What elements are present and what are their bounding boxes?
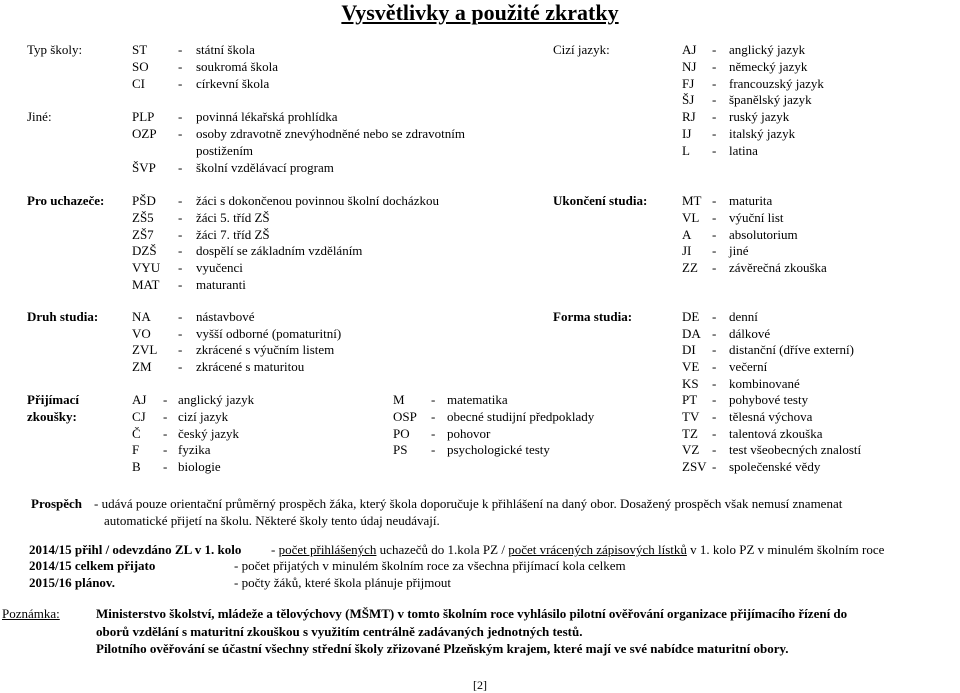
prospech-text: - udává pouze orientační průměrný prospěch žáka, který škola doporučuje k přihlášení na daný obor. Dosažený prospěch však nemusí znamenat [94,496,843,511]
stats-dash: - [271,542,279,557]
abbr: DE [682,309,700,324]
desc: církevní škola [196,76,270,91]
desc: psychologické testy [447,442,550,457]
desc: ruský jazyk [729,109,790,124]
dash: - [178,359,183,374]
stats-label: 2014/15 přihl / odevzdáno ZL v 1. kolo [29,542,242,557]
desc: absolutorium [729,227,798,242]
abbr: ST [132,42,148,57]
dash: - [712,92,717,107]
dash: - [712,409,717,424]
prospech-text: automatické přijetí na školu. Některé školy tento údaj neudávají. [104,513,440,528]
stats-label: 2015/16 plánov. [29,575,115,590]
dash: - [712,392,717,407]
section-label-prijimaci: Přijímací [27,392,79,407]
dash: - [178,309,183,324]
stats-label: 2014/15 celkem přijato [29,558,156,573]
dash: - [431,392,436,407]
desc: jiné [729,243,749,258]
desc: latina [729,143,758,158]
abbr: B [132,459,141,474]
abbr: DZŠ [132,243,157,258]
dash: - [163,409,168,424]
dash: - [712,243,717,258]
dash: - [178,126,183,141]
poznamka-label: Poznámka: [2,606,60,621]
dash: - [178,277,183,292]
desc: talentová zkouška [729,426,823,441]
section-label-zkousky: zkoušky: [27,409,77,424]
desc: vyšší odborné (pomaturitní) [196,326,342,341]
stats-text [271,542,884,558]
dash: - [163,459,168,474]
prospech-label: Prospěch [31,496,83,511]
abbr: ŠJ [682,92,695,107]
abbr: DA [682,326,701,341]
page-number: [2] [473,678,487,692]
section-label-cizi-jazyk: Cizí jazyk: [553,42,610,57]
dash: - [712,76,717,91]
dash: - [178,243,183,258]
abbr: KS [682,376,699,391]
dash: - [178,326,183,341]
section-label-ukonceni: Ukončení studia: [553,193,648,208]
section-label-typ-skoly: Typ školy: [27,42,83,57]
desc: německý jazyk [729,59,808,74]
dash: - [712,193,717,208]
dash: - [712,426,717,441]
dash: - [712,59,717,74]
desc: biologie [178,459,221,474]
abbr: ZSV [682,459,707,474]
abbr: DI [682,342,696,357]
dash: - [712,42,717,57]
dash: - [178,227,183,242]
dash: - [431,426,436,441]
desc: maturita [729,193,773,208]
desc: večerní [729,359,768,374]
dash: - [178,342,183,357]
desc: anglický jazyk [729,42,806,57]
dash: - [178,160,183,175]
abbr: ZŠ7 [132,227,154,242]
abbr: VZ [682,442,700,457]
dash: - [178,260,183,275]
dash: - [712,143,717,158]
abbr: NA [132,309,151,324]
desc: matematika [447,392,508,407]
dash: - [712,260,717,275]
dash: - [712,309,717,324]
desc: tělesná výchova [729,409,813,424]
abbr: OSP [393,409,417,424]
dash: - [712,442,717,457]
abbr: IJ [682,126,692,141]
desc: výuční list [729,210,784,225]
dash: - [431,409,436,424]
dash: - [163,426,168,441]
abbr: A [682,227,692,242]
desc: dálkové [729,326,771,341]
dash: - [712,227,717,242]
abbr: MAT [132,277,160,292]
desc: společenské vědy [729,459,821,474]
poznamka-text: oborů vzdělání s maturitní zkouškou s využitím centrálně zadávaných jednotných testů. [96,624,583,639]
desc: francouzský jazyk [729,76,824,91]
desc: žáci 5. tříd ZŠ [196,210,270,225]
section-label-jine: Jiné: [27,109,52,124]
desc: vyučenci [196,260,243,275]
dash: - [712,210,717,225]
abbr: VL [682,210,700,225]
abbr: ZŠ5 [132,210,154,225]
abbr: AJ [132,392,147,407]
poznamka-text: Ministerstvo školství, mládeže a tělovýchovy (MŠMT) v tomto školním roce vyhlásilo pilotní ověřování organizace přijímacího řízení do [96,606,848,621]
abbr: SO [132,59,149,74]
abbr: PLP [132,109,155,124]
abbr: AJ [682,42,697,57]
abbr: PŠD [132,193,156,208]
desc: žáci 7. tříd ZŠ [196,227,270,242]
stats-text-part: uchazečů do 1.kola PZ / [376,542,509,557]
desc: nástavbové [196,309,255,324]
abbr: JI [682,243,692,258]
desc: maturanti [196,277,246,292]
abbr: MT [682,193,702,208]
desc: dospělí se základním vzděláním [196,243,363,258]
desc: kombinované [729,376,800,391]
abbr: Č [132,426,141,441]
desc: soukromá škola [196,59,278,74]
page-title: Vysvětlivky a použité zkratky [341,0,619,25]
dash: - [712,126,717,141]
section-label-forma-studia: Forma studia: [553,309,633,324]
dash: - [178,76,183,91]
poznamka-text: Pilotního ověřování se účastní všechny střední školy zřizované Plzeňským krajem, které mají ve své nabídce maturitní obory. [96,641,789,656]
abbr: VE [682,359,700,374]
abbr: FJ [682,76,695,91]
abbr: OZP [132,126,157,141]
abbr: CJ [132,409,146,424]
desc: osoby zdravotně znevýhodněné nebo se zdravotním [196,126,465,141]
desc: žáci s dokončenou povinnou školní docházkou [196,193,439,208]
desc: školní vzdělávací program [196,160,334,175]
dash: - [178,210,183,225]
desc: test všeobecných znalostí [729,442,862,457]
dash: - [178,59,183,74]
desc: český jazyk [178,426,240,441]
dash: - [178,42,183,57]
abbr: RJ [682,109,696,124]
abbr: CI [132,76,145,91]
desc: pohybové testy [729,392,809,407]
desc: anglický jazyk [178,392,255,407]
abbr: ZVL [132,342,158,357]
abbr: M [393,392,405,407]
dash: - [163,442,168,457]
desc: zkrácené s výučním listem [196,342,335,357]
section-label-druh-studia: Druh studia: [27,309,99,324]
abbr: ŠVP [132,160,156,175]
dash: - [178,193,183,208]
dash: - [431,442,436,457]
abbr: ZZ [682,260,698,275]
dash: - [712,376,717,391]
abbr: VYU [132,260,161,275]
desc: fyzika [178,442,211,457]
desc: zkrácené s maturitou [196,359,305,374]
stats-link-prihlasenych: počet přihlášených [278,542,377,557]
dash: - [712,326,717,341]
abbr: NJ [682,59,697,74]
desc: obecné studijní předpoklady [447,409,595,424]
desc: španělský jazyk [729,92,812,107]
abbr: F [132,442,140,457]
desc: státní škola [196,42,255,57]
desc: pohovor [447,426,491,441]
abbr: L [682,143,690,158]
abbr: PO [393,426,410,441]
abbr: VO [132,326,151,341]
dash: - [163,392,168,407]
stats-text: - počet přijatých v minulém školním roce za všechna přijímací kola celkem [234,558,626,573]
dash: - [712,459,717,474]
abbr: TZ [682,426,698,441]
abbr: PT [682,392,698,407]
abbr: ZM [132,359,152,374]
dash: - [712,359,717,374]
desc: italský jazyk [729,126,796,141]
abbr: PS [393,442,408,457]
desc: cizí jazyk [178,409,229,424]
dash: - [712,342,717,357]
desc: denní [729,309,758,324]
desc: povinná lékařská prohlídka [196,109,338,124]
desc: závěrečná zkouška [729,260,827,275]
stats-link-listku: počet vrácených zápisových lístků [508,542,687,557]
stats-text: - počty žáků, které škola plánuje přijmout [234,575,451,590]
desc: postižením [196,143,254,158]
section-label-pro-uchazece: Pro uchazeče: [27,193,105,208]
abbr: TV [682,409,700,424]
dash: - [712,109,717,124]
stats-text-part: v 1. kolo PZ v minulém školním roce [686,542,885,557]
desc: distanční (dříve externí) [729,342,854,357]
dash: - [178,109,183,124]
